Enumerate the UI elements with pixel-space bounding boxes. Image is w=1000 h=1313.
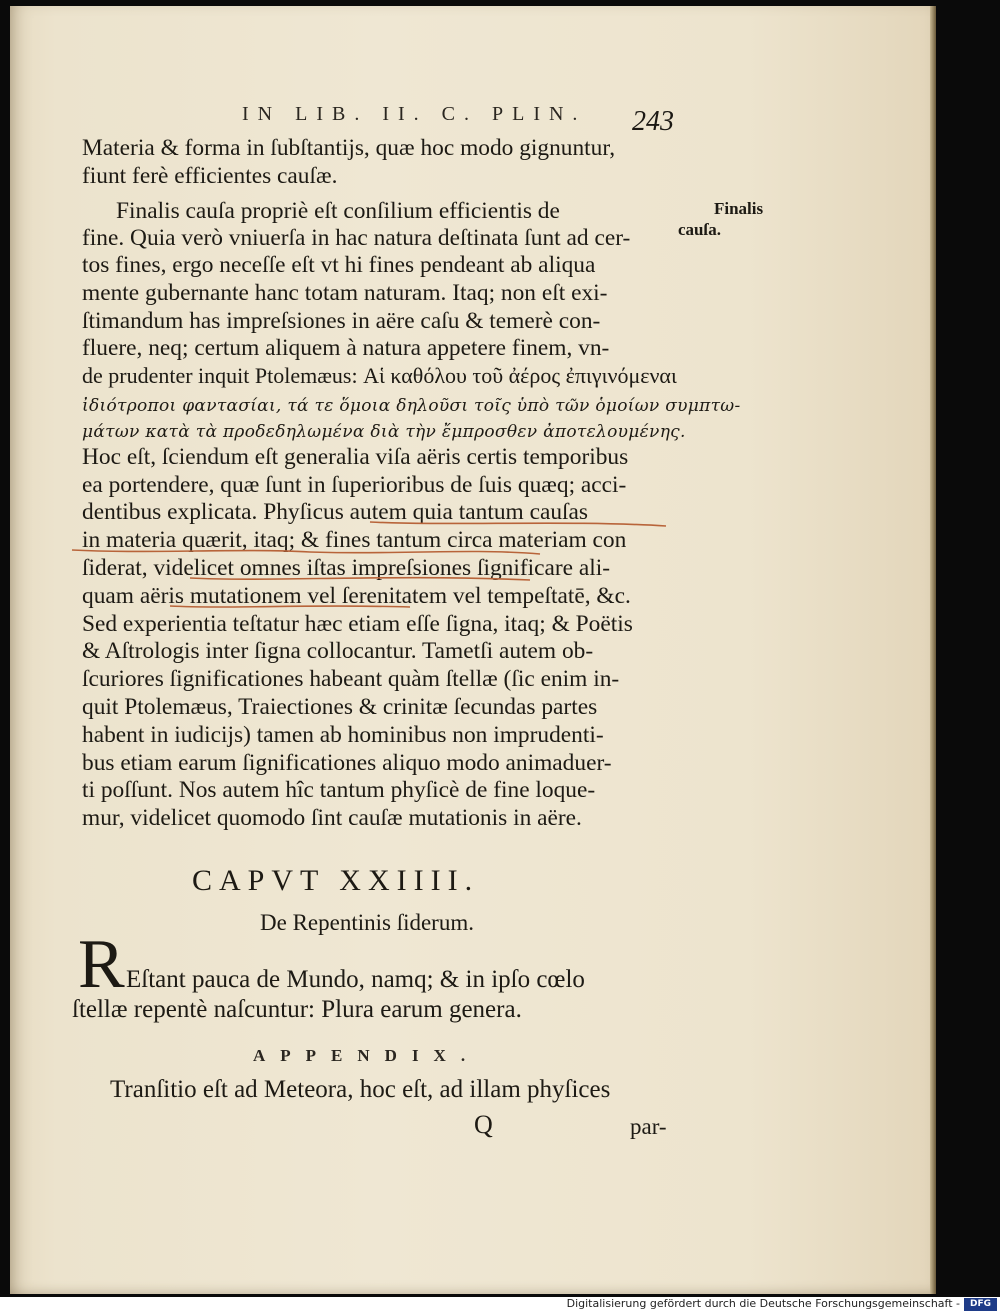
dfg-logo: DFG [964,1298,997,1311]
page-edge [930,6,936,1294]
body-line: quit Ptolemæus, Traiectiones & crinitæ ſecundas partes [82,694,598,720]
chapter-heading: CAPVT XXIIII. [192,864,480,897]
body-line: bus etiam earum ſignificationes aliquo modo animaduer- [82,750,612,776]
catchword: par- [630,1114,667,1139]
appendix-heading: APPENDIX. [253,1046,481,1065]
body-line: habent in iudicijs) tamen ab hominibus non imprudenti- [82,722,604,748]
body-line: ti poſſunt. Nos autem hîc tantum phyſicè de fine loque- [82,777,596,803]
body-line: fiunt ferè efficientes cauſæ. [82,163,338,189]
page-number: 243 [632,106,674,137]
body-line: fine. Quia verò vniuerſa in hac natura deſtinata ſunt ad cer- [82,225,631,251]
margin-note-line: cauſa. [678,220,721,239]
body-line: ſiderat, videlicet omnes iſtas impreſsiones ſignificare ali- [82,555,611,581]
drop-cap: R [78,926,125,1003]
body-line: Hoc eſt, ſciendum eſt generalia viſa aëris certis temporibus [82,444,629,470]
chapter-subtitle: De Repentinis ſiderum. [260,910,474,935]
body-line: in materia quærit, itaq; & fines tantum circa materiam con [82,527,627,553]
body-line: ſtimandum has impreſsiones in aëre caſu & temerè con- [82,308,601,334]
body-line: ſcuriores ſignificationes habeant quàm ſtellæ (ſic enim in- [82,666,620,692]
chapter-line: ſtellæ repentè naſcuntur: Plura earum genera. [72,996,522,1023]
body-line: & Aſtrologis inter ſigna collocantur. Tametſi autem ob- [82,638,594,664]
body-line: tos fines, ergo neceſſe eſt vt hi fines pendeant ab aliqua [82,252,596,278]
body-line: Materia & forma in ſubſtantijs, quæ hoc modo gignuntur, [82,135,616,161]
signature-mark: Q [474,1110,493,1139]
body-line: de prudenter inquit Ptolemæus: Αἱ καθόλου τοῦ ἀέρος ἐπιγινόμεναι [82,363,677,388]
running-head: IN LIB. II. C. PLIN. [242,103,587,125]
greek-line: ἰδιότροποι φαντασίαι, τά τε ὅμοια δηλοῦσι τοῖς ὑπὸ τῶν ὁμοίων συμπτω- [82,396,741,416]
body-line: ea portendere, quæ ſunt in ſuperioribus de ſuis quæq; acci- [82,472,627,498]
body-line: Finalis cauſa propriè eſt conſilium efficientis de [116,198,560,224]
digitization-credit: Digitalisierung gefördert durch die Deutsche Forschungsgemeinschaft - [566,1297,960,1310]
chapter-line: Eſtant pauca de Mundo, namq; & in ipſo cœlo [126,966,585,993]
book-page [10,6,930,1294]
body-line: mente gubernante hanc totam naturam. Itaq; non eſt exi- [82,280,608,306]
body-line: Sed experientia teſtatur hæc etiam eſſe ſigna, itaq; & Poëtis [82,611,633,637]
greek-line: μάτων κατὰ τὰ προδεδηλωμένα διὰ τὴν ἔμπροσθεν ἀποτελουμένης. [82,422,686,442]
appendix-line: Tranſitio eſt ad Meteora, hoc eſt, ad illam phyſices [110,1076,611,1103]
body-line: quam aëris mutationem vel ſerenitatem vel tempeſtatē, &c. [82,583,631,609]
margin-note-line: Finalis [714,199,764,218]
body-line: mur, videlicet quomodo ſint cauſæ mutationis in aëre. [82,805,582,831]
body-line: fluere, neq; certum aliquem à natura appetere finem, vn- [82,335,610,361]
body-line: dentibus explicata. Phyſicus autem quia tantum cauſas [82,499,589,525]
